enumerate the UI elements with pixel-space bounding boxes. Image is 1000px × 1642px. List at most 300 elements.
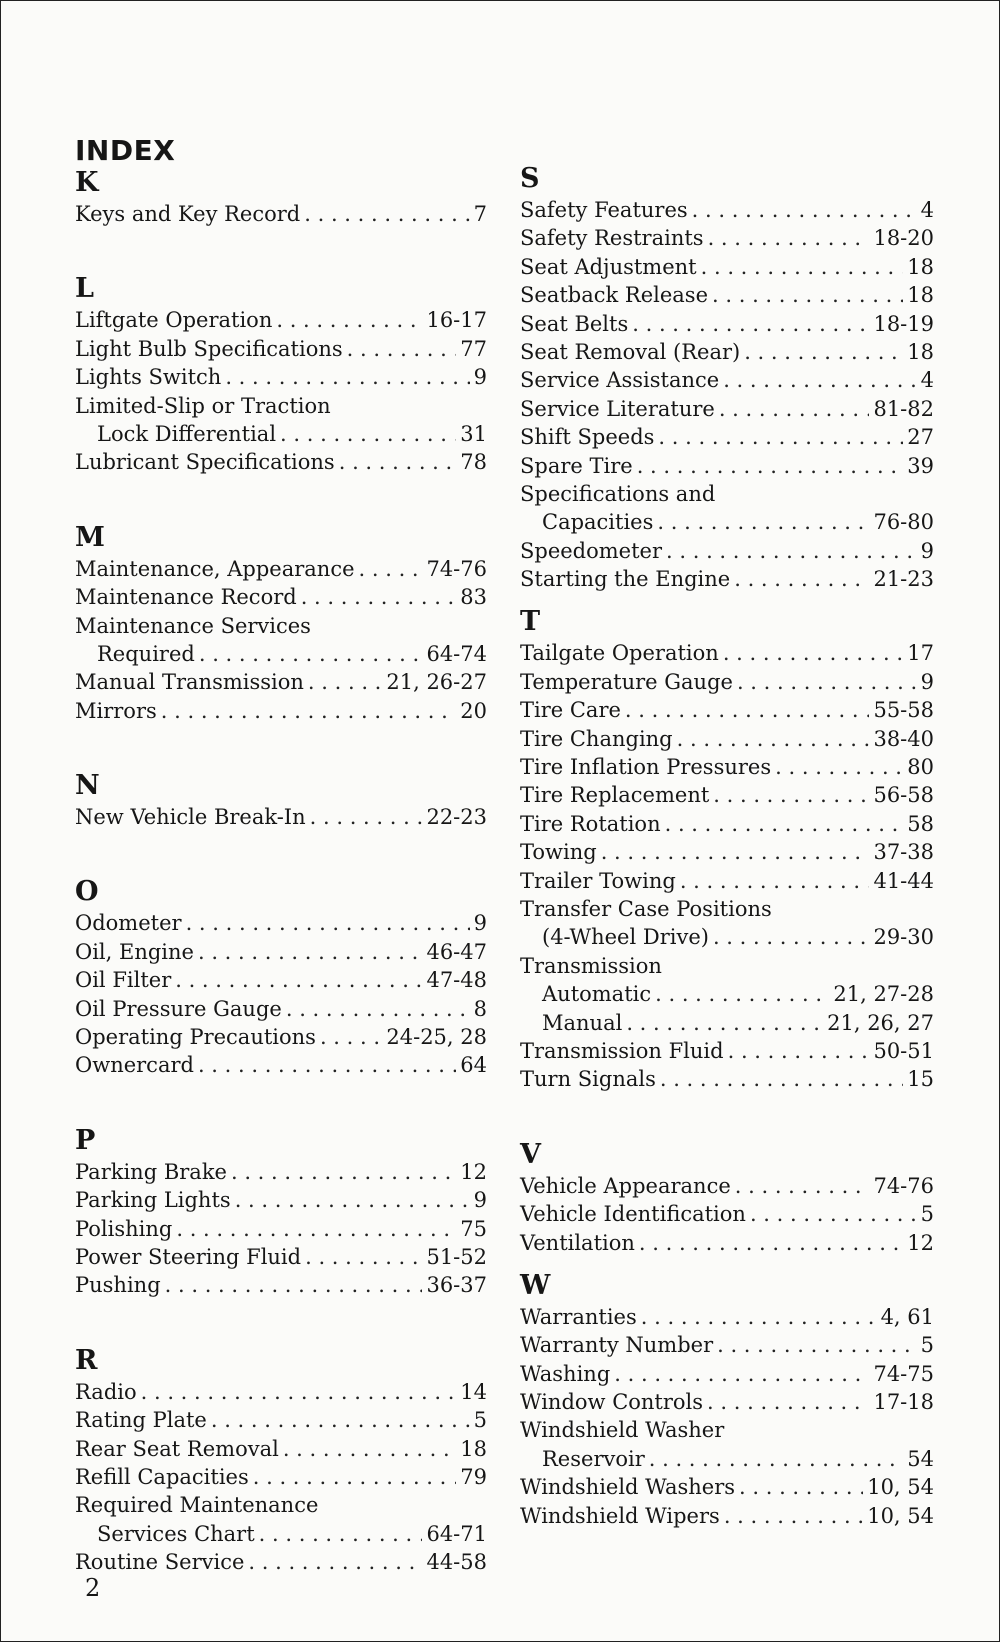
index-term: Reservoir bbox=[542, 1446, 645, 1471]
index-section-v bbox=[520, 1138, 934, 1257]
index-entry bbox=[520, 668, 934, 696]
dot-leader bbox=[692, 196, 917, 224]
index-pages: 9 bbox=[920, 669, 934, 694]
index-pages: 83 bbox=[460, 585, 487, 610]
index-term: Pushing bbox=[75, 1273, 161, 1298]
dot-leader bbox=[719, 395, 870, 423]
dot-leader bbox=[320, 1023, 382, 1051]
dot-leader bbox=[632, 310, 869, 338]
index-term: Specifications and bbox=[520, 481, 716, 506]
index-entry bbox=[75, 1186, 487, 1214]
index-entry bbox=[520, 639, 934, 667]
index-entry bbox=[520, 1388, 934, 1416]
index-entry bbox=[75, 909, 487, 937]
index-entry bbox=[520, 1360, 934, 1388]
dot-leader bbox=[744, 338, 903, 366]
index-term: Vehicle Identification bbox=[520, 1202, 746, 1227]
index-term: Starting the Engine bbox=[520, 567, 731, 592]
index-entry bbox=[520, 480, 934, 508]
index-pages: 79 bbox=[460, 1464, 487, 1489]
index-entry bbox=[520, 923, 934, 951]
index-section-n bbox=[75, 769, 487, 831]
index-section-t bbox=[520, 605, 934, 1093]
dot-leader bbox=[199, 640, 423, 668]
index-term: Tire Changing bbox=[520, 726, 673, 751]
index-entry bbox=[520, 980, 934, 1008]
index-term: Maintenance, Appearance bbox=[75, 556, 355, 581]
index-pages: 18 bbox=[907, 339, 934, 364]
index-term: Oil Pressure Gauge bbox=[75, 996, 282, 1021]
index-term: Rear Seat Removal bbox=[75, 1436, 279, 1461]
index-term: Seat Belts bbox=[520, 311, 629, 336]
index-entry bbox=[520, 1473, 934, 1501]
index-pages: 8 bbox=[473, 996, 487, 1021]
section-letter: O bbox=[75, 876, 99, 908]
index-pages: 78 bbox=[460, 450, 487, 475]
index-entry bbox=[520, 281, 934, 309]
index-entry bbox=[520, 781, 934, 809]
index-entry bbox=[75, 1435, 487, 1463]
index-term: Tire Care bbox=[520, 698, 621, 723]
index-term: New Vehicle Break-In bbox=[75, 805, 306, 830]
index-entry bbox=[75, 335, 487, 363]
index-entry bbox=[75, 583, 487, 611]
index-entry bbox=[520, 1416, 934, 1444]
index-entry bbox=[75, 1271, 487, 1299]
dot-leader bbox=[639, 1229, 903, 1257]
index-pages: 7 bbox=[473, 202, 487, 226]
index-term: Light Bulb Specifications bbox=[75, 336, 343, 361]
index-term: Warranty Number bbox=[520, 1333, 714, 1358]
index-entry bbox=[75, 1378, 487, 1406]
index-term: Maintenance Record bbox=[75, 585, 297, 610]
dot-leader bbox=[231, 1158, 456, 1186]
dot-leader bbox=[165, 1271, 423, 1299]
index-term: Vehicle Appearance bbox=[520, 1173, 731, 1198]
index-term: Operating Precautions bbox=[75, 1025, 316, 1050]
index-pages: 20 bbox=[460, 698, 487, 723]
index-term: Power Steering Fluid bbox=[75, 1244, 302, 1269]
index-entry bbox=[75, 1215, 487, 1243]
index-term: Service Literature bbox=[520, 396, 715, 421]
index-pages: 9 bbox=[473, 1188, 487, 1213]
index-entry bbox=[75, 448, 487, 476]
index-term: Transmission Fluid bbox=[520, 1038, 724, 1063]
index-entry bbox=[75, 1491, 487, 1519]
index-entry bbox=[520, 253, 934, 281]
dot-leader bbox=[614, 1360, 869, 1388]
index-pages: 74-76 bbox=[426, 556, 487, 581]
index-term: Services Chart bbox=[97, 1521, 255, 1546]
dot-leader bbox=[248, 1548, 422, 1576]
index-pages: 75 bbox=[460, 1216, 487, 1241]
dot-leader bbox=[707, 1388, 869, 1416]
dot-leader bbox=[186, 909, 470, 937]
index-entry bbox=[520, 1445, 934, 1473]
index-pages: 18-20 bbox=[873, 226, 934, 251]
index-pages: 56-58 bbox=[873, 783, 934, 808]
index-term: Required bbox=[97, 641, 195, 666]
index-pages: 54 bbox=[907, 1446, 934, 1471]
index-entry bbox=[520, 366, 934, 394]
index-term: Speedometer bbox=[520, 538, 663, 563]
index-entry bbox=[75, 392, 487, 420]
dot-leader bbox=[305, 1243, 422, 1271]
dot-leader bbox=[339, 448, 457, 476]
dot-leader bbox=[641, 1303, 877, 1331]
index-entry bbox=[520, 1037, 934, 1065]
index-term: Liftgate Operation bbox=[75, 308, 273, 333]
index-pages: 5 bbox=[920, 1333, 934, 1358]
index-entry bbox=[520, 508, 934, 536]
index-entry bbox=[75, 966, 487, 994]
index-term: Safety Restraints bbox=[520, 226, 704, 251]
index-term: Tire Inflation Pressures bbox=[520, 755, 772, 780]
index-entry bbox=[75, 1023, 487, 1051]
dot-leader bbox=[677, 725, 870, 753]
index-term: Temperature Gauge bbox=[520, 669, 733, 694]
index-pages: 17-18 bbox=[873, 1390, 934, 1415]
index-entry bbox=[520, 753, 934, 781]
index-entry bbox=[520, 1331, 934, 1359]
index-pages: 21, 26-27 bbox=[386, 670, 487, 695]
section-letter: V bbox=[520, 1138, 541, 1170]
dot-leader bbox=[713, 781, 869, 809]
index-entry bbox=[520, 1009, 934, 1037]
index-pages: 37-38 bbox=[873, 840, 934, 865]
dot-leader bbox=[347, 335, 457, 363]
index-pages: 4 bbox=[920, 198, 934, 222]
dot-leader bbox=[308, 668, 382, 696]
index-term: Keys and Key Record bbox=[75, 202, 301, 226]
index-term: Automatic bbox=[542, 982, 652, 1007]
index-term: Lights Switch bbox=[75, 365, 222, 390]
index-pages: 18 bbox=[460, 1436, 487, 1461]
index-pages: 27 bbox=[907, 425, 934, 450]
index-pages: 18 bbox=[907, 283, 934, 308]
index-term: Transmission bbox=[520, 953, 662, 978]
dot-leader bbox=[728, 1037, 870, 1065]
dot-leader bbox=[713, 923, 870, 951]
index-term: Routine Service bbox=[75, 1550, 245, 1575]
index-entry bbox=[75, 555, 487, 583]
dot-leader bbox=[280, 420, 456, 448]
index-entry bbox=[520, 725, 934, 753]
index-pages: 18-19 bbox=[873, 311, 934, 336]
index-term: Lubricant Specifications bbox=[75, 450, 335, 475]
index-entry bbox=[75, 1520, 487, 1548]
index-pages: 9 bbox=[473, 365, 487, 390]
index-pages: 5 bbox=[920, 1202, 934, 1227]
dot-leader bbox=[701, 253, 904, 281]
index-pages: 64 bbox=[460, 1053, 487, 1078]
index-entry bbox=[75, 1548, 487, 1576]
index-entry bbox=[75, 200, 487, 228]
index-pages: 41-44 bbox=[873, 868, 934, 893]
index-term: Window Controls bbox=[520, 1390, 704, 1415]
index-entry bbox=[75, 1243, 487, 1271]
dot-leader bbox=[176, 1215, 456, 1243]
index-entry bbox=[75, 363, 487, 391]
section-letter: T bbox=[520, 606, 541, 638]
index-term: Parking Brake bbox=[75, 1159, 227, 1184]
dot-leader bbox=[304, 200, 469, 228]
dot-leader bbox=[235, 1186, 470, 1214]
index-section-l bbox=[75, 272, 487, 476]
index-term: Turn Signals bbox=[520, 1067, 656, 1092]
dot-leader bbox=[712, 281, 903, 309]
index-entry bbox=[75, 803, 487, 831]
dot-leader bbox=[723, 639, 903, 667]
index-section-m bbox=[75, 521, 487, 725]
dot-leader bbox=[259, 1520, 423, 1548]
index-term: Manual bbox=[542, 1010, 623, 1035]
dot-leader bbox=[717, 1331, 917, 1359]
index-term: Ventilation bbox=[520, 1230, 635, 1255]
index-term: Refill Capacities bbox=[75, 1464, 249, 1489]
index-entry bbox=[520, 423, 934, 451]
index-pages: 36-37 bbox=[426, 1273, 487, 1298]
dot-leader bbox=[625, 696, 870, 724]
index-pages: 12 bbox=[460, 1159, 487, 1184]
index-section-p bbox=[75, 1124, 487, 1300]
index-term: (4-Wheel Drive) bbox=[542, 925, 709, 950]
index-pages: 9 bbox=[473, 911, 487, 936]
page-number: 2 bbox=[85, 1574, 101, 1602]
index-entry bbox=[75, 938, 487, 966]
dot-leader bbox=[286, 995, 470, 1023]
dot-leader bbox=[225, 363, 469, 391]
index-pages: 46-47 bbox=[426, 939, 487, 964]
section-letter: M bbox=[75, 521, 105, 553]
index-pages: 38-40 bbox=[873, 726, 934, 751]
index-term: Required Maintenance bbox=[75, 1493, 319, 1518]
index-section-r bbox=[75, 1344, 487, 1577]
index-entry bbox=[520, 895, 934, 923]
index-entry bbox=[75, 306, 487, 334]
index-entry bbox=[75, 612, 487, 640]
index-entry bbox=[520, 696, 934, 724]
dot-leader bbox=[680, 867, 870, 895]
index-section-s bbox=[520, 162, 934, 593]
dot-leader bbox=[359, 555, 423, 583]
dot-leader bbox=[301, 583, 457, 611]
index-term: Oil, Engine bbox=[75, 939, 194, 964]
index-term: Maintenance Services bbox=[75, 613, 311, 638]
index-pages: 80 bbox=[907, 755, 934, 780]
dot-leader bbox=[175, 966, 422, 994]
index-term: Washing bbox=[520, 1361, 611, 1386]
index-entry bbox=[520, 867, 934, 895]
index-term: Towing bbox=[520, 840, 597, 865]
index-pages: 81-82 bbox=[873, 396, 934, 421]
index-pages: 16-17 bbox=[426, 308, 487, 333]
dot-leader bbox=[658, 423, 903, 451]
dot-leader bbox=[626, 1009, 823, 1037]
index-entry bbox=[75, 1406, 487, 1434]
section-letter: S bbox=[520, 163, 540, 194]
index-term: Capacities bbox=[542, 510, 654, 535]
index-entry bbox=[520, 395, 934, 423]
index-entry bbox=[75, 697, 487, 725]
index-term: Parking Lights bbox=[75, 1188, 231, 1213]
index-term: Mirrors bbox=[75, 698, 157, 723]
section-letter: R bbox=[75, 1344, 98, 1376]
dot-leader bbox=[665, 810, 904, 838]
index-term: Seat Adjustment bbox=[520, 254, 697, 279]
index-entry bbox=[75, 640, 487, 668]
index-left-column bbox=[75, 166, 487, 1577]
index-term: Radio bbox=[75, 1379, 137, 1404]
index-pages: 21-23 bbox=[873, 567, 934, 592]
index-pages: 18 bbox=[907, 254, 934, 279]
index-pages: 58 bbox=[907, 811, 934, 836]
dot-leader bbox=[310, 803, 423, 831]
index-term: Tailgate Operation bbox=[520, 641, 719, 666]
index-entry bbox=[75, 668, 487, 696]
index-pages: 47-48 bbox=[426, 968, 487, 993]
index-entry bbox=[75, 1051, 487, 1079]
index-pages: 29-30 bbox=[873, 925, 934, 950]
index-term: Trailer Towing bbox=[520, 868, 676, 893]
index-entry bbox=[520, 1172, 934, 1200]
index-term: Seat Removal (Rear) bbox=[520, 339, 741, 364]
dot-leader bbox=[666, 537, 917, 565]
index-entry bbox=[520, 452, 934, 480]
index-entry bbox=[520, 224, 934, 252]
index-section-o bbox=[75, 875, 487, 1079]
index-pages: 74-76 bbox=[873, 1173, 934, 1198]
index-section-k bbox=[75, 166, 487, 228]
index-entry bbox=[75, 1158, 487, 1186]
index-pages: 31 bbox=[460, 421, 487, 446]
dot-leader bbox=[655, 980, 829, 1008]
index-term: Windshield Washers bbox=[520, 1475, 736, 1500]
dot-leader bbox=[253, 1463, 457, 1491]
section-letter: N bbox=[75, 770, 100, 802]
index-right-column bbox=[520, 162, 934, 1530]
dot-leader bbox=[739, 1473, 863, 1501]
dot-leader bbox=[283, 1435, 456, 1463]
index-entry bbox=[75, 1463, 487, 1491]
index-pages: 15 bbox=[907, 1067, 934, 1092]
dot-leader bbox=[649, 1445, 904, 1473]
index-entry bbox=[520, 196, 934, 224]
index-term: Polishing bbox=[75, 1216, 173, 1241]
index-term: Rating Plate bbox=[75, 1408, 207, 1433]
section-letter: L bbox=[75, 273, 94, 305]
index-term: Tire Replacement bbox=[520, 783, 710, 808]
index-term: Windshield Washer bbox=[520, 1418, 725, 1443]
index-pages: 14 bbox=[460, 1379, 487, 1404]
index-pages: 10, 54 bbox=[867, 1475, 934, 1500]
index-term: Odometer bbox=[75, 911, 182, 936]
index-term: Ownercard bbox=[75, 1053, 194, 1078]
index-entry bbox=[520, 810, 934, 838]
index-term: Oil Filter bbox=[75, 968, 172, 993]
index-pages: 76-80 bbox=[873, 510, 934, 535]
dot-leader bbox=[198, 1051, 456, 1079]
index-pages: 21, 26, 27 bbox=[827, 1010, 934, 1035]
index-term: Tire Rotation bbox=[520, 811, 661, 836]
index-pages: 21, 27-28 bbox=[833, 982, 934, 1007]
dot-leader bbox=[724, 1502, 863, 1530]
dot-leader bbox=[198, 938, 422, 966]
section-letter: K bbox=[75, 167, 99, 198]
index-entry bbox=[520, 1303, 934, 1331]
dot-leader bbox=[735, 1172, 870, 1200]
index-pages: 44-58 bbox=[426, 1550, 487, 1575]
index-title: INDEX bbox=[75, 134, 176, 167]
index-entry bbox=[520, 1200, 934, 1228]
dot-leader bbox=[737, 668, 917, 696]
dot-leader bbox=[708, 224, 870, 252]
index-entry bbox=[520, 1065, 934, 1093]
dot-leader bbox=[750, 1200, 917, 1228]
index-pages: 12 bbox=[907, 1230, 934, 1255]
index-term: Windshield Wipers bbox=[520, 1503, 720, 1528]
index-term: Service Assistance bbox=[520, 368, 720, 393]
index-pages: 5 bbox=[473, 1408, 487, 1433]
index-entry bbox=[75, 420, 487, 448]
index-entry bbox=[520, 565, 934, 593]
index-term: Seatback Release bbox=[520, 283, 709, 308]
index-term: Warranties bbox=[520, 1304, 637, 1329]
index-entry bbox=[520, 1502, 934, 1530]
index-entry bbox=[520, 838, 934, 866]
dot-leader bbox=[161, 697, 457, 725]
dot-leader bbox=[276, 306, 422, 334]
index-entry bbox=[520, 952, 934, 980]
index-pages: 50-51 bbox=[873, 1038, 934, 1063]
index-pages: 74-75 bbox=[873, 1361, 934, 1386]
index-pages: 4, 61 bbox=[880, 1304, 934, 1329]
index-pages: 51-52 bbox=[426, 1244, 487, 1269]
index-pages: 9 bbox=[920, 538, 934, 563]
dot-leader bbox=[723, 366, 916, 394]
index-term: Lock Differential bbox=[97, 421, 277, 446]
dot-leader bbox=[211, 1406, 470, 1434]
index-term: Limited-Slip or Traction bbox=[75, 393, 331, 418]
section-letter: P bbox=[75, 1124, 96, 1156]
dot-leader bbox=[601, 838, 870, 866]
index-term: Spare Tire bbox=[520, 453, 633, 478]
index-pages: 24-25, 28 bbox=[386, 1025, 487, 1050]
index-pages: 55-58 bbox=[873, 698, 934, 723]
index-pages: 17 bbox=[907, 641, 934, 666]
index-section-w bbox=[520, 1269, 934, 1530]
index-term: Manual Transmission bbox=[75, 670, 304, 695]
index-term: Safety Features bbox=[520, 198, 688, 222]
index-term: Shift Speeds bbox=[520, 425, 655, 450]
index-entry bbox=[520, 537, 934, 565]
index-pages: 39 bbox=[907, 453, 934, 478]
index-entry bbox=[75, 995, 487, 1023]
index-entry bbox=[520, 310, 934, 338]
dot-leader bbox=[637, 452, 904, 480]
dot-leader bbox=[657, 508, 869, 536]
dot-leader bbox=[734, 565, 869, 593]
index-pages: 22-23 bbox=[426, 805, 487, 830]
dot-leader bbox=[660, 1065, 903, 1093]
index-pages: 77 bbox=[460, 336, 487, 361]
section-letter: W bbox=[520, 1269, 551, 1301]
index-entry bbox=[520, 338, 934, 366]
index-term: Transfer Case Positions bbox=[520, 896, 772, 921]
index-pages: 64-71 bbox=[426, 1521, 487, 1546]
index-pages: 10, 54 bbox=[867, 1503, 934, 1528]
dot-leader bbox=[775, 753, 903, 781]
